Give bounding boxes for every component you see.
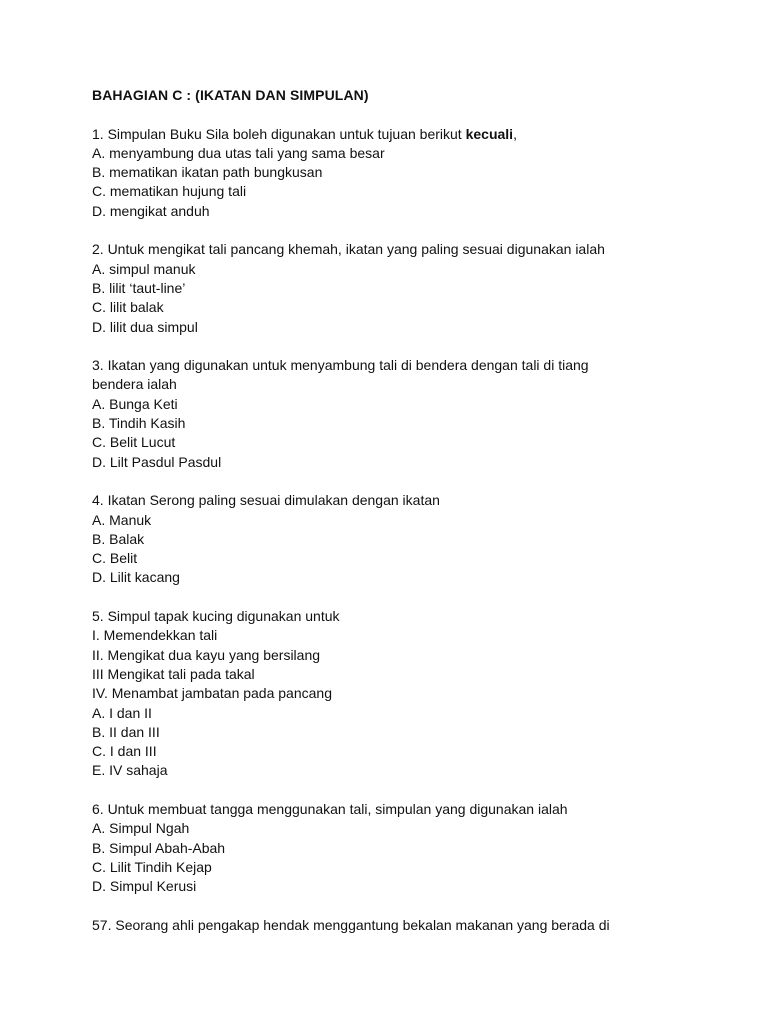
option-b: B. Simpul Abah-Abah xyxy=(92,839,226,856)
question-1 xyxy=(92,125,732,221)
option-b: B. mematikan ikatan path bungkusan xyxy=(92,164,323,181)
statement-i: I. Memendekkan tali xyxy=(92,627,218,644)
option-a: A. Manuk xyxy=(92,511,152,528)
statement-ii: II. Mengikat dua kayu yang bersilang xyxy=(92,646,321,663)
question-text: 57. Seorang ahli pengakap hendak menggantung bekalan makanan yang berada di xyxy=(92,916,610,933)
option-d: D. Lilit kacang xyxy=(92,569,180,586)
question-4 xyxy=(92,491,732,587)
question-text-part: 1. Simpulan Buku Sila boleh digunakan untuk tujuan berikut xyxy=(92,125,466,142)
question-text-continued: bendera ialah xyxy=(92,376,177,393)
question-5 xyxy=(92,607,732,781)
option-a: A. Simpul Ngah xyxy=(92,820,190,837)
question-3 xyxy=(92,356,732,472)
question-57 xyxy=(92,916,732,935)
statement-iii: III Mengikat tali pada takal xyxy=(92,665,255,682)
option-d: D. Lilt Pasdul Pasdul xyxy=(92,453,222,470)
option-b: B. Tindih Kasih xyxy=(92,415,186,432)
question-2 xyxy=(92,240,732,336)
option-d: D. Simpul Kerusi xyxy=(92,878,197,895)
option-b: B. Balak xyxy=(92,530,145,547)
option-a: A. menyambung dua utas tali yang sama besar xyxy=(92,144,385,161)
question-text: 5. Simpul tapak kucing digunakan untuk xyxy=(92,608,340,625)
question-text-punctuation: , xyxy=(513,125,517,142)
option-c: C. mematikan hujung tali xyxy=(92,183,247,200)
option-d: D. lilit dua simpul xyxy=(92,318,198,335)
option-c: C. I dan III xyxy=(92,743,157,760)
document-page xyxy=(92,86,732,954)
option-c: C. Lilit Tindih Kejap xyxy=(92,858,212,875)
option-d: D. mengikat anduh xyxy=(92,202,210,219)
statement-iv: IV. Menambat jambatan pada pancang xyxy=(92,685,332,702)
option-c: C. Belit Lucut xyxy=(92,434,176,451)
option-a: A. simpul manuk xyxy=(92,260,196,277)
question-text xyxy=(92,125,732,144)
question-text: 4. Ikatan Serong paling sesuai dimulakan dengan ikatan xyxy=(92,492,440,509)
option-a: A. Bunga Keti xyxy=(92,395,178,412)
question-text: 3. Ikatan yang digunakan untuk menyambung tali di bendera dengan tali di tiang xyxy=(92,357,589,374)
section-heading: BAHAGIAN C : (IKATAN DAN SIMPULAN) xyxy=(92,87,369,103)
option-c: C. Belit xyxy=(92,550,138,567)
emphasis-word: kecuali xyxy=(465,125,514,142)
option-a: A. I dan II xyxy=(92,704,152,721)
question-text: 6. Untuk membuat tangga menggunakan tali, simpulan yang digunakan ialah xyxy=(92,800,568,817)
option-e: E. IV sahaja xyxy=(92,762,168,779)
question-text: 2. Untuk mengikat tali pancang khemah, ikatan yang paling sesuai digunakan ialah xyxy=(92,241,605,258)
question-6 xyxy=(92,800,732,896)
option-b: B. lilit ‘taut-line’ xyxy=(92,279,186,296)
option-c: C. lilit balak xyxy=(92,299,164,316)
option-b: B. II dan III xyxy=(92,723,160,740)
